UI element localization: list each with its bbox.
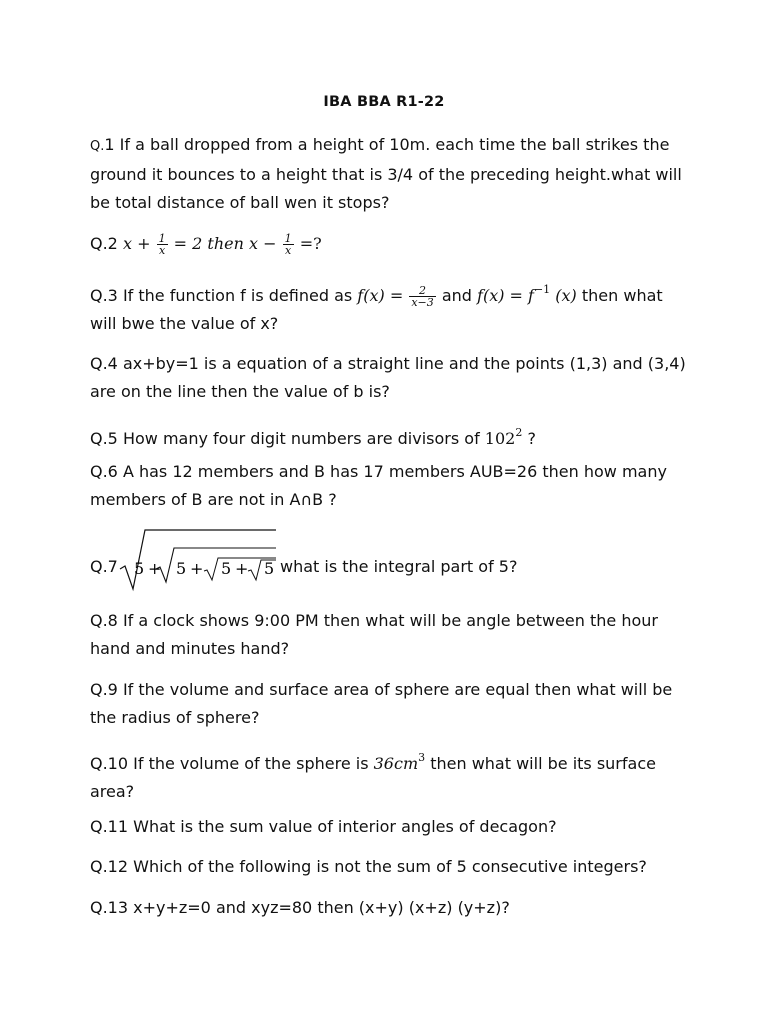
- math-minus: −: [263, 234, 277, 253]
- radical-five: 5: [221, 559, 232, 578]
- question-9: Q.9 If the volume and surface area of sphere are equal then what will be the radius of sphere?: [90, 680, 673, 727]
- and-text: and: [441, 286, 472, 305]
- math-102: 102: [484, 429, 516, 448]
- math-var-x-2: x: [249, 234, 259, 253]
- math-finv-arg: (x): [555, 286, 577, 305]
- radical-plus: +: [235, 559, 249, 578]
- fraction-den: x: [285, 244, 292, 257]
- question-5: [90, 419, 690, 453]
- math-finv: f(x) = f: [477, 286, 534, 305]
- radical-plus: +: [190, 559, 204, 578]
- fraction-num: 2: [409, 285, 435, 297]
- question-5-text: Q.5 How many four digit numbers are divisors of: [90, 429, 480, 448]
- math-volume: 36cm: [373, 754, 419, 773]
- math-ending: =?: [299, 234, 322, 253]
- math-fx: f(x) =: [357, 286, 404, 305]
- fraction-num: 1: [158, 232, 166, 245]
- radical-five: 5: [264, 559, 275, 578]
- fraction-one-over-x-2: [283, 233, 294, 256]
- question-5-end: ?: [527, 429, 536, 448]
- question-2-label: Q.2: [90, 234, 118, 253]
- question-10-rest: then what will be its surface area?: [90, 754, 656, 801]
- math-inverse-exponent: −1: [533, 283, 551, 296]
- fraction-2-over-x-3: [409, 285, 435, 308]
- radical-five: 5: [176, 559, 187, 578]
- question-10: [90, 744, 690, 806]
- question-3-label: Q.3 If the function f is defined as: [90, 286, 353, 305]
- question-10-label: Q.10 If the volume of the sphere is: [90, 754, 369, 773]
- question-13: Q.13 x+y+z=0 and xyz=80 then (x+y) (x+z) (y+z)?: [90, 898, 510, 917]
- question-8: Q.8 If a clock shows 9:00 PM then what will be angle between the hour hand and minutes hand?: [90, 611, 658, 658]
- question-12: Q.12 Which of the following is not the sum of 5 consecutive integers?: [90, 857, 647, 876]
- question-11: Q.11 What is the sum value of interior angles of decagon?: [90, 817, 557, 836]
- math-exponent: 2: [515, 426, 523, 439]
- fraction-num: 1: [284, 232, 292, 245]
- question-1: [90, 131, 690, 217]
- radical-plus: +: [148, 559, 162, 578]
- radical-five: 5: [134, 559, 145, 578]
- page-title: IBA BBA R1-22: [323, 94, 445, 110]
- nested-radical-expression: [118, 525, 280, 593]
- question-2: [90, 230, 690, 258]
- question-1-prefix: Q.: [90, 139, 105, 154]
- question-4: Q.4 ax+by=1 is a equation of a straight line and the points (1,3) and (3,4) are on the line then the value of b is?: [90, 354, 686, 401]
- question-3: [90, 276, 690, 338]
- fraction-one-over-x: [157, 233, 168, 256]
- question-7-label: Q.7: [90, 557, 118, 576]
- question-7-rest: what is the integral part of 5?: [280, 557, 518, 576]
- math-text: = 2 then: [173, 234, 244, 253]
- math-plus: +: [137, 234, 151, 253]
- math-var-x: x: [122, 234, 132, 253]
- question-3-rest: then what will bwe the value of x?: [90, 286, 663, 333]
- fraction-den: x: [158, 244, 166, 257]
- question-1-text: 1 If a ball dropped from a height of 10m. each time the ball strikes the ground it bounces to a height that is 3/4 of the preceding height.what will be total distance of ball wen it stops?: [90, 135, 682, 212]
- fraction-den: x−3: [411, 296, 434, 309]
- question-6: Q.6 A has 12 members and B has 17 members AUB=26 then how many members of B are not in A∩B ?: [90, 462, 667, 509]
- math-exponent: 3: [418, 751, 426, 764]
